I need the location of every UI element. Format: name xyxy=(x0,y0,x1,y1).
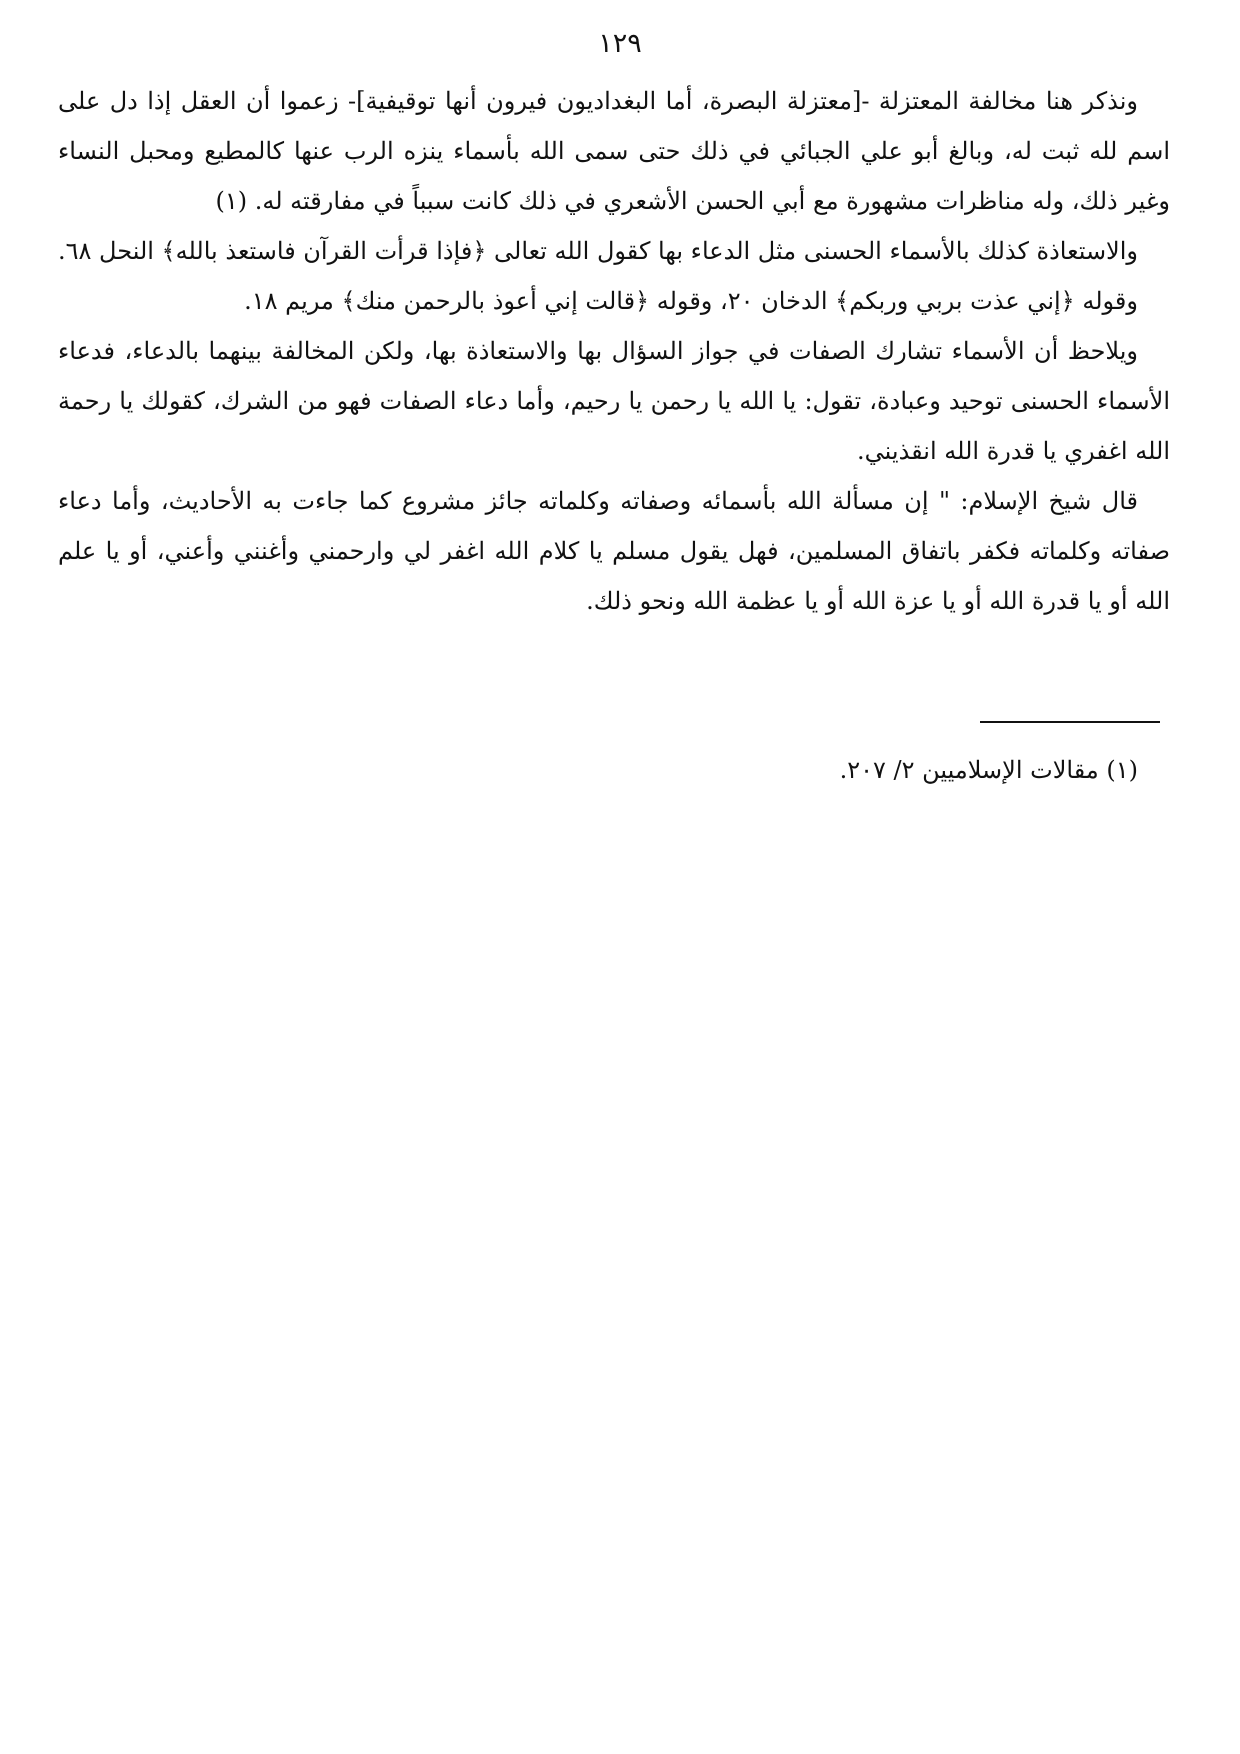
main-text xyxy=(58,76,1170,626)
paragraph-shaykh-al-islam-quote: قال شيخ الإسلام: " إن مسألة الله بأسمائه وصفاته وكلماته جائز مشروع كما جاءت به الأحاديث، وأما دعاء صفاته وكلماته فكفر باتفاق المسلمين، فهل يقول مسلم يا كلام الله اغفر لي وارحمني وأغنني وأعني، أو يا علم الله أو يا قدرة الله أو يا عزة الله أو يا عظمة الله ونحو ذلك. xyxy=(58,487,1170,615)
footnote-1: (١) مقالات الإسلاميين ٢/ ٢٠٧. xyxy=(839,756,1138,784)
paragraph-istiadha: والاستعاذة كذلك بالأسماء الحسنى مثل الدعاء بها كقول الله تعالى ﴿فإذا قرأت القرآن فاستعذ بالله﴾ النحل ٦٨. xyxy=(57,237,1138,265)
footnote-section xyxy=(58,750,1170,790)
paragraph-quran-verses: وقوله ﴿إني عذت بربي وربكم﴾ الدخان ٢٠، وقوله ﴿قالت إني أعوذ بالرحمن منك﴾ مريم ١٨. xyxy=(244,287,1138,315)
paragraph-names-and-attributes: ويلاحظ أن الأسماء تشارك الصفات في جواز السؤال بها والاستعاذة بها، ولكن المخالفة بينهما بالدعاء، فدعاء الأسماء الحسنى توحيد وعبادة، تقول: يا الله يا رحمن يا رحيم، وأما دعاء الصفات فهو من الشرك، كقولك يا رحمة الله اغفري يا قدرة الله انقذيني. xyxy=(58,337,1170,465)
page-number: ١٢٩ xyxy=(598,28,642,59)
paragraph-mutazila: ونذكر هنا مخالفة المعتزلة -[معتزلة البصرة، أما البغداديون فيرون أنها توقيفية]- زعموا أن العقل إذا دل على اسم لله ثبت له، وبالغ أبو علي الجبائي في ذلك حتى سمى الله بأسماء ينزه الرب عنها كالمطيع ومحبل النساء وغير ذلك، وله مناظرات مشهورة مع أبي الحسن الأشعري في ذلك كانت سبباً في مفارقته له. (١) xyxy=(58,87,1170,215)
footnote-divider xyxy=(980,721,1160,723)
